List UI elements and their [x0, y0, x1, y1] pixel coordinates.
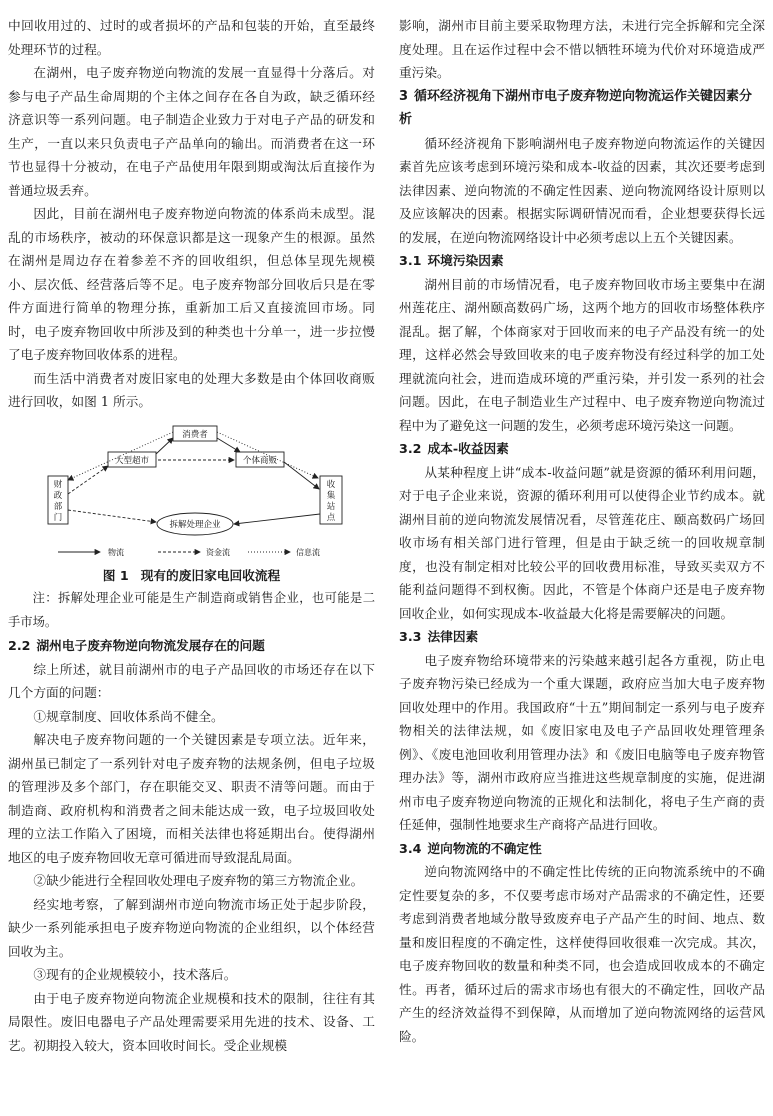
consumer-label: 消费者	[182, 429, 208, 440]
section-heading-3-1	[399, 249, 765, 273]
paragraph: 经实地考察，了解到湖州市逆向物流市场正处于起步阶段，缺少一系列能承担电子废弃物逆向物流的企业组织，以个体经营回收为主。	[8, 896, 375, 959]
list-item: ③现有的企业规模较小，技术落后。	[33, 967, 237, 982]
section-title: 环境污染因素	[427, 253, 504, 268]
paragraph: 因此，目前在湖州电子废弃物逆向物流的体系尚未成型。混乱的市场秩序，被动的环保意识都是这一现象产生的根源。虽然在湖州是周边存在着参差不齐的回收组织，但总体呈现先规模小、层次低、经营落后等不足。电子废弃物部分回收后只是在零件方面进行简单的物理分拣，重新加工后又直接流回市场。同时，电子废弃物回收中所涉及到的种类也十分单一，进一步拉慢了电子废弃物回收体系的进程。	[8, 206, 375, 362]
section-heading-2-2	[8, 634, 375, 658]
paragraph: 从某种程度上讲“成本-收益问题”就是资源的循环利用问题，对于电子企业来说，资源的循环利用可以使得企业节约成本。就湖州目前的逆向物流发展情况看，尽管莲花庄、颐高数码广场回收市场有相关部门进行管理，但是由于缺乏统一的回收规章制度，也没有制定相对比较公平的回收费用标准，导致买卖双方不能利益问题得不到权衡。因此，不管是个体商户还是电子废弃物回收企业，如何实现成本-收益最大化将是需要解决的问题。	[399, 464, 765, 621]
section-heading-3	[399, 85, 765, 132]
section-heading-3-2	[399, 437, 765, 461]
section-heading-3-4	[399, 837, 765, 861]
flow-arrow	[284, 462, 319, 489]
paragraph: 而生活中消费者对废旧家电的处理大多数是由个体回收商贩进行回收，如图 1 所示。	[8, 370, 375, 409]
paragraph: 解决电子废弃物问题的一个关键因素是专项立法。近年来，湖州虽已制定了一系列针对电子废弃物的法规条例，但电子垃圾的管理涉及多个部门，存在职能交叉、职责不清等问题。而由于制造商、政府机构和消费者之间未能达成一致，电子垃圾回收处理的立法工作陷入了困境，而相关法律也将延期出台。使得湖州地区的电子废弃物回收无章可循进而导致混乱局面。	[8, 732, 375, 865]
paragraph: 由于电子废弃物逆向物流企业规模和技术的限制，往往有其局限性。废旧电器电子产品处理需要采用先进的技术、设备、工艺。初期投入较大，资本回收时间长。受企业规模	[8, 990, 375, 1053]
section-number: 2.2	[8, 638, 31, 653]
figure-note: 注：拆解处理企业可能是生产制造商或销售企业，也可能是二手市场。	[8, 591, 375, 629]
money-flow-arrow	[68, 510, 156, 522]
list-item: ②缺少能进行全程回收处理电子废弃物的第三方物流企业。	[33, 873, 364, 888]
paragraph: 循环经济视角下影响湖州电子废弃物逆向物流运作的关键因素首先应该考虑到环境污染和成本-收益的因素，其次还要考虑到法律因素、逆向物流的不确定性因素、逆向物流网络设计原则以及应该解决的因素。根据实际调研情况而看，企业想要获得长远的发展，在逆向物流网络设计中必须考虑以上五个关键因素。	[399, 135, 765, 245]
legend-goods-label: 物流	[108, 547, 124, 557]
paragraph: 电子废弃物给环境带来的污染越来越引起各方重视，防止电子废弃物污染已经成为一个重大课题，政府应当加大电子废弃物回收处理中的作用。我国政府“十五”期间制定一系列与电子废弃物相关的法律法规，如《废旧家电及电子产品回收处理管理条例》、《废电池回收利用管理办法》和《废旧电脑等电子废弃物管理办法》等，湖州市政府应当推进这些规章制度的实施，促进湖州市电子废弃物逆向物流的正规化和法制化，将电子生产商的责任延伸，强制性地要求生产商将产品进行回收。	[399, 652, 765, 832]
flow-arrow	[234, 514, 320, 524]
money-flow-arrow	[68, 466, 108, 494]
left-column	[8, 14, 375, 1057]
collection-label: 收集站点	[326, 479, 336, 523]
section-title: 法律因素	[427, 629, 479, 644]
section-number: 3.2	[399, 441, 422, 456]
legend-money-label: 资金流	[206, 547, 230, 557]
paragraph: 影响，湖州市目前主要采取物理方法，未进行完全拆解和完全深度处理。且在运作过程中会不惜以牺牲环境为代价对环境造成严重污染。	[399, 18, 765, 80]
right-column	[399, 14, 765, 1048]
section-number: 3	[399, 88, 409, 104]
legend-info-label: 信息流	[296, 547, 320, 557]
supermarket-label: 大型超市	[114, 455, 150, 466]
flow-arrow	[68, 432, 173, 480]
flow-arrow	[156, 438, 173, 454]
section-title: 成本-收益因素	[427, 441, 509, 456]
flow-arrow	[217, 438, 240, 452]
figure-caption	[8, 564, 375, 588]
paragraph: 湖州目前的市场情况看，电子废弃物回收市场主要集中在湖州莲花庄、湖州颐高数码广场，这两个地方的回收市场整体秩序混乱。据了解，个体商家对于回收而来的电子产品没有统一的处理，这样必然会导致回收来的电子废弃物没有经过科学的加工处理就流向社会，进而造成环境的严重污染，并引发一系列的社会问题。因此，在电子制造业生产过程中、电子废弃物逆向物流过程中为了避免这一问题的发生，必须考虑环境污染这一问题。	[399, 276, 765, 433]
vendor-label: 个体商贩	[242, 455, 278, 466]
section-number: 3.3	[399, 629, 422, 644]
paragraph: 在湖州，电子废弃物逆向物流的发展一直显得十分落后。对参与电子产品生命周期的个主体之间存在各自为政，缺乏循环经济意识等一系列问题。电子制造企业致力于对电子产品的研发和生产，一直以来只负责电子产品单向的输出。而消费者在这一环节也显得十分被动，在电子产品使用年限到期或淘汰后直接作为普通垃圾丢弃。	[8, 65, 375, 198]
section-heading-3-3	[399, 625, 765, 649]
paragraph: 逆向物流网络中的不确定性比传统的正向物流系统中的不确定性要复杂的多，不仅要考虑市场对产品需求的不确定性，还要考虑到消费者地域分散导致废弃电子产品产生的时间、地点、数量和废旧程度的不确定性，这样使得回收很难一次完成。其次，电子废弃物回收的数量和种类不同，也会造成回收成本的不确定性。再者，循环过后的需求市场也有很大的不确定性，回收产品产生的经济效益得不到保障，从而增加了逆向物流网络的运营风险。	[399, 864, 765, 1044]
list-item: ①规章制度、回收体系尚不健全。	[33, 708, 224, 724]
finance-label: 财政部门	[53, 479, 63, 523]
section-number: 3.1	[399, 253, 422, 268]
paragraph: 中回收用过的、过时的或者损坏的产品和包装的开始，直至最终处理环节的过程。	[8, 18, 375, 57]
section-title: 湖州电子废弃物逆向物流发展存在的问题	[36, 638, 265, 653]
section-title: 逆向物流的不确定性	[427, 840, 542, 856]
figure-caption-text: 现有的废旧家电回收流程	[140, 567, 281, 583]
dismantler-label: 拆解处理企业	[169, 519, 221, 530]
recycling-flow-diagram	[8, 414, 375, 562]
section-number: 3.4	[399, 840, 422, 856]
section-title: 循环经济视角下湖州市电子废弃物逆向物流运作关键因素分析	[399, 88, 753, 127]
paragraph: 综上所述，就目前湖州市的电子产品回收的市场还存在以下几个方面的问题：	[8, 661, 375, 700]
figure-caption-number: 图 1	[102, 567, 129, 583]
